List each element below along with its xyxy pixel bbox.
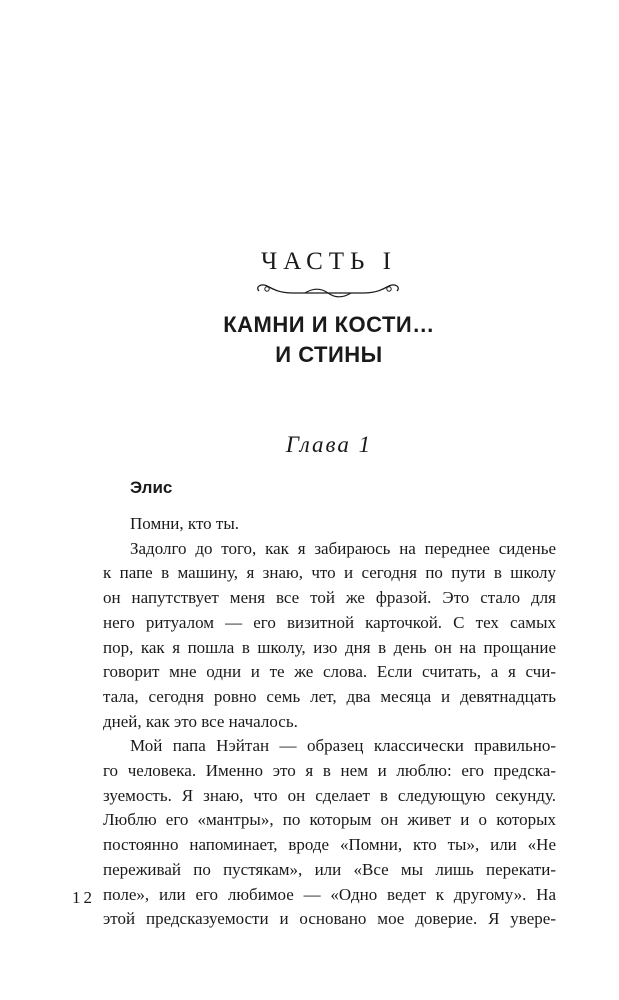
flourish-ornament-icon bbox=[253, 281, 403, 301]
text-line: го человека. Именно это я в нем и люблю: его предска- bbox=[103, 761, 556, 781]
text-line: пор, как я пошла в школу, изо дня в день он на прощание bbox=[103, 637, 556, 657]
text-line: него ритуалом — его визитной карточкой. С тех самых bbox=[103, 612, 556, 632]
narrator-name: Элис bbox=[130, 478, 173, 497]
text-line: Помни, кто ты. bbox=[130, 514, 239, 533]
text-line: к папе в машину, я знаю, что и сегодня по пути в школу bbox=[103, 563, 556, 583]
body-text bbox=[103, 512, 556, 932]
text-line: Мой папа Нэйтан — образец классически правильно- bbox=[130, 736, 556, 756]
text-line: он напутствует меня все той же фразой. Это стало для bbox=[103, 588, 556, 608]
page-number: 12 bbox=[72, 888, 95, 907]
text-line: зуемость. Я знаю, что он сделает в следующую секунду. bbox=[103, 785, 556, 805]
text-line: поле», или его любимое — «Одно ведет к другому». На bbox=[103, 884, 556, 904]
text-line: постоянно напоминает, вроде «Помни, кто ты», или «Не bbox=[103, 835, 556, 855]
part-title-line: КАМНИ И КОСТИ… bbox=[223, 312, 435, 337]
part-title-line: И СТИНЫ bbox=[275, 342, 383, 367]
text-line: Задолго до того, как я забираюсь на переднее сиденье bbox=[130, 538, 556, 558]
text-line: этой предсказуемости и основано мое доверие. Я увере- bbox=[103, 909, 556, 929]
text-line: дней, как это все началось. bbox=[103, 711, 298, 731]
text-line: тала, сегодня ровно семь лет, два месяца и девятнадцать bbox=[103, 686, 556, 706]
part-title bbox=[0, 310, 619, 370]
text-line: переживай по пустякам», или «Все мы лишь перекати- bbox=[103, 859, 556, 879]
part-label: ЧАСТЬ I bbox=[261, 248, 397, 275]
text-line: говорит мне одни и те же слова. Если считать, а я счи- bbox=[103, 662, 556, 682]
text-line: Люблю его «мантры», по которым он живет и о которых bbox=[103, 810, 556, 830]
chapter-title: Глава 1 bbox=[285, 432, 373, 457]
